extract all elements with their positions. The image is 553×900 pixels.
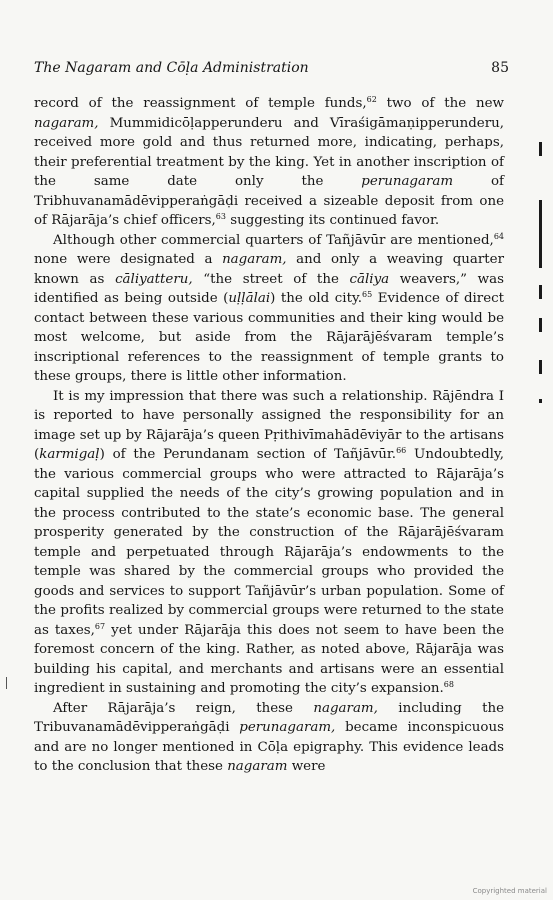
footnote-ref: 66 (396, 446, 407, 455)
watermark: Copyrighted material (472, 887, 547, 895)
italic-term: cāliyatteru, (115, 271, 193, 287)
italic-term: cāliya (349, 271, 390, 287)
italic-term: nagaram (227, 759, 288, 774)
paragraph (34, 699, 504, 777)
text-run: none were designated a (34, 252, 223, 267)
italic-term: perunagaram (361, 174, 454, 189)
paragraph (34, 387, 504, 699)
running-title: The Nagaram and Cōḷa Administration (34, 60, 309, 76)
text-run: weavers,” was identified as being outside ( (34, 271, 505, 306)
margin-tick (6, 677, 7, 689)
text-run: including the Tribuvanamādēvipperaṅgāḍi (34, 700, 504, 735)
text-run: After Rājarāja’s reign, these (53, 700, 314, 716)
text-run: and only a weaving quarter known as (34, 252, 504, 287)
footnote-ref: 63 (215, 212, 226, 221)
page-number: 85 (491, 60, 509, 76)
text-run: Mummidicōḷapperunderu and Vīraśigāmaṇipperunderu, received more gold and thus returned more, indicating, perhaps, their preferential treatment by the king. Yet in another inscription of the same date only the (34, 115, 504, 189)
text-run: ) of the Perundanam section of Tañjāvūr. (99, 447, 397, 462)
paragraph (34, 94, 504, 231)
italic-term: uḷḷālai (228, 291, 271, 306)
footnote-ref: 65 (362, 290, 373, 299)
page-header (34, 60, 509, 76)
text-run: Evidence of direct contact between these various communities and their king would be most welcome, but aside from the Rājarājēśvaram temple’s inscriptional references to the reassignment of temple grants to these groups, there is little other information. (34, 291, 505, 384)
text-run: It is my impression that there was such a relationship. Rājēndra I is reported to have personally assigned the responsibility for an image set up by Rājarāja’s queen Pṛithivīmahādēviyār to the artisans ( (34, 388, 504, 462)
text-run: ) the old city. (270, 291, 362, 306)
footnote-ref: 67 (94, 621, 106, 631)
italic-term: karmigaḷ (39, 447, 100, 462)
italic-term: perunagaram, (239, 720, 336, 735)
body-text (34, 94, 504, 777)
margin-bar (539, 360, 542, 374)
text-run: “the street of the (192, 271, 350, 287)
text-run: suggesting its continued favor. (225, 213, 440, 228)
text-run: two of the new (376, 96, 504, 111)
footnote-ref: 62 (366, 95, 377, 104)
italic-term: nagaram, (34, 115, 99, 131)
text-run: became inconspicuous and are no longer mentioned in Cōḷa epigraphy. This evidence leads to the conclusion that these (34, 720, 504, 774)
text-run: Although other commercial quarters of Tañjāvūr are mentioned, (53, 232, 494, 248)
text-run: record of the reassignment of temple funds, (34, 96, 367, 111)
text-run: were (287, 759, 326, 774)
footnote-ref: 64 (493, 231, 504, 241)
text-run: of Tribhuvanamādēvipperaṅgāḍi received a sizeable deposit from one of Rājarāja’s chief officers, (34, 174, 505, 228)
margin-bar (539, 285, 542, 299)
margin-bar (539, 200, 542, 268)
italic-term: nagaram, (222, 252, 287, 267)
text-run: Undoubtedly, the various commercial groups who were attracted to Rājarāja’s capital supplied the needs of the city’s growing population and in the process contributed to the state’s economic base. The general prosperity generated by the construction of the Rājarājēśvaram temple and perpetuated through Rājarāja’s endowments to the temple was shared by the commercial groups who provided the goods and services to support Tañjāvūr’s urban population. Some of the profits realized by commercial groups were returned to the state as taxes, (34, 447, 504, 638)
margin-dot (539, 399, 542, 403)
footnote-ref: 68 (443, 680, 454, 689)
italic-term: nagaram, (313, 700, 378, 716)
paragraph (34, 231, 504, 387)
margin-bar (539, 318, 542, 332)
text-run: yet under Rājarāja this does not seem to have been the foremost concern of the king. Rather, as noted above, Rājarāja was building his capital, and merchants and artisans were an essential ingredient in sustaining and promoting the city’s expansion. (34, 622, 504, 696)
margin-bar (539, 142, 542, 156)
